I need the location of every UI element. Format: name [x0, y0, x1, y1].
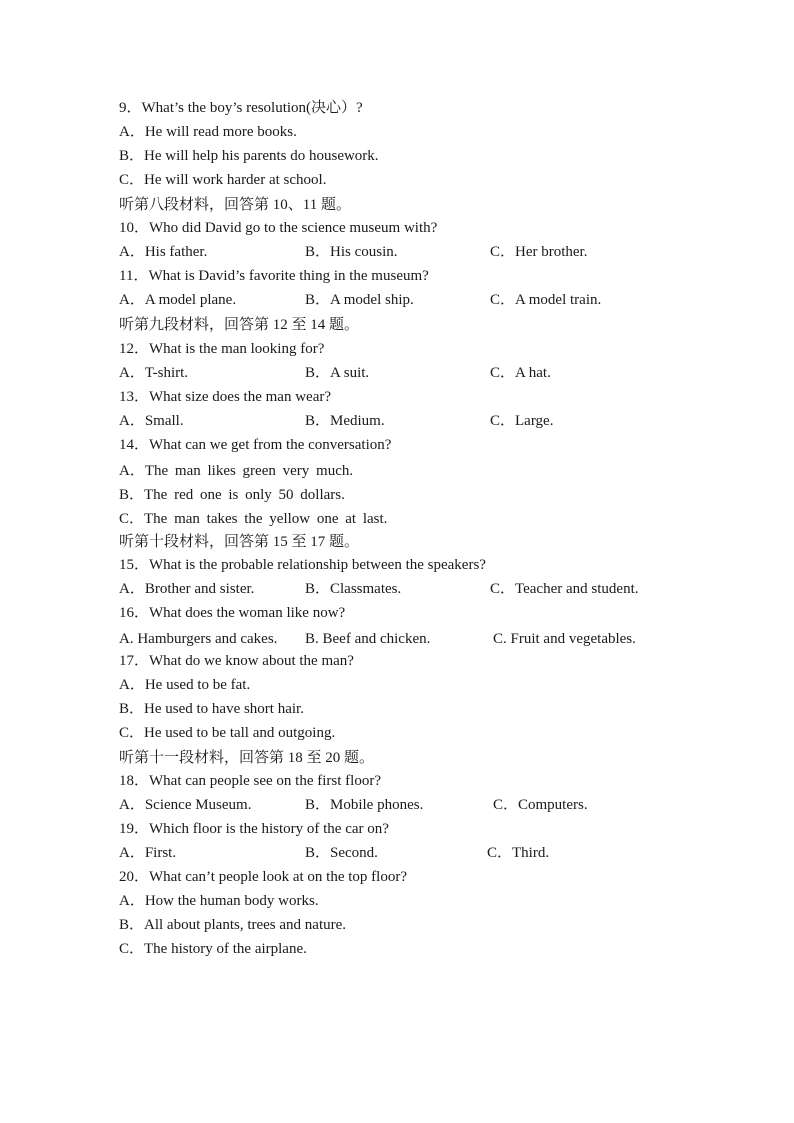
- option-a: A．Brother and sister.: [119, 581, 255, 597]
- question-11: 11．What is David’s favorite thing in the museum?: [119, 268, 429, 284]
- option-line: B．All about plants, trees and nature.: [119, 917, 347, 933]
- option-b: B．A model ship.: [305, 292, 414, 308]
- option-line: A．He will read more books.: [119, 124, 297, 140]
- option-b: B．Mobile phones.: [305, 797, 424, 813]
- question-13: 13．What size does the man wear?: [119, 389, 331, 405]
- option-a: A．A model plane.: [119, 292, 237, 308]
- question-14: 14．What can we get from the conversation?: [119, 437, 392, 453]
- option-b: B．His cousin.: [305, 244, 398, 260]
- option-a: A．Small.: [119, 413, 184, 429]
- section-instruction: 听第九段材料，回答第 12 至 14 题。: [119, 317, 360, 333]
- option-c: C．Third.: [487, 845, 550, 861]
- question-18: 18．What can people see on the first floor?: [119, 773, 381, 789]
- question-20: 20．What can’t people look at on the top floor?: [119, 869, 407, 885]
- option-line: C．The history of the airplane.: [119, 941, 307, 957]
- option-a: A．T-shirt.: [119, 365, 189, 381]
- option-line: C．The man takes the yellow one at last.: [119, 511, 388, 527]
- option-line: C．He used to be tall and outgoing.: [119, 725, 336, 741]
- option-c: C．Computers.: [493, 797, 588, 813]
- option-c: C. Fruit and vegetables.: [493, 631, 636, 647]
- option-line: A．He used to be fat.: [119, 677, 251, 693]
- option-a: A. Hamburgers and cakes.: [119, 631, 278, 647]
- question-9: 9．What’s the boy’s resolution(决心）?: [119, 100, 363, 116]
- option-line: B．He will help his parents do housework.: [119, 148, 379, 164]
- option-b: B．Medium.: [305, 413, 385, 429]
- question-12: 12．What is the man looking for?: [119, 341, 325, 357]
- option-line: B．He used to have short hair.: [119, 701, 304, 717]
- question-16: 16．What does the woman like now?: [119, 605, 346, 621]
- option-a: A．Science Museum.: [119, 797, 252, 813]
- section-instruction: 听第十段材料，回答第 15 至 17 题。: [119, 534, 360, 550]
- option-b: B．Classmates.: [305, 581, 402, 597]
- option-b: B．Second.: [305, 845, 378, 861]
- option-line: C．He will work harder at school.: [119, 172, 327, 188]
- option-c: C．Large.: [490, 413, 554, 429]
- option-b: B．A suit.: [305, 365, 370, 381]
- question-15: 15．What is the probable relationship between the speakers?: [119, 557, 486, 573]
- option-c: C．A model train.: [490, 292, 602, 308]
- option-line: A．The man likes green very much.: [119, 463, 354, 479]
- section-instruction: 听第十一段材料，回答第 18 至 20 题。: [119, 750, 375, 766]
- option-c: C．Her brother.: [490, 244, 588, 260]
- option-c: C．Teacher and student.: [490, 581, 639, 597]
- question-17: 17．What do we know about the man?: [119, 653, 354, 669]
- option-a: A．His father.: [119, 244, 208, 260]
- question-19: 19．Which floor is the history of the car on?: [119, 821, 389, 837]
- option-b: B. Beef and chicken.: [305, 631, 431, 647]
- question-10: 10．Who did David go to the science museum with?: [119, 220, 438, 236]
- option-a: A．First.: [119, 845, 177, 861]
- option-c: C．A hat.: [490, 365, 551, 381]
- option-line: A．How the human body works.: [119, 893, 319, 909]
- section-instruction: 听第八段材料，回答第 10、11 题。: [119, 197, 351, 213]
- option-line: B．The red one is only 50 dollars.: [119, 487, 345, 503]
